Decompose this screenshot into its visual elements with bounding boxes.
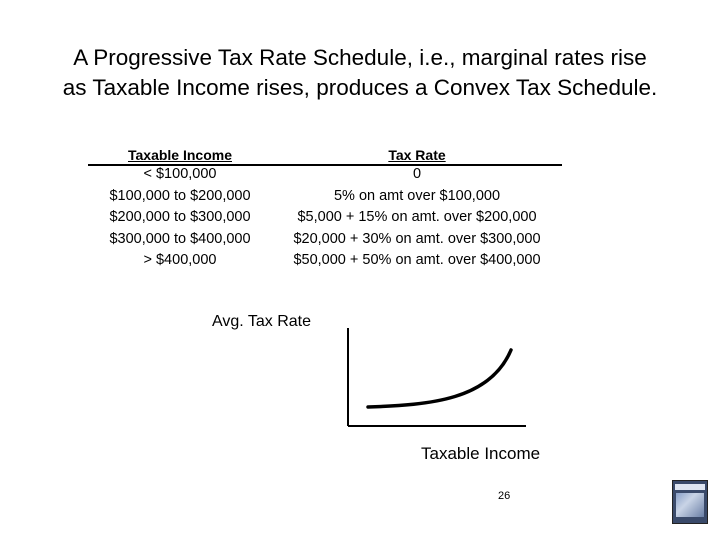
- x-axis-label: Taxable Income: [421, 444, 541, 463]
- income-cell: < $100,000: [143, 166, 217, 182]
- book-cover-icon: [672, 480, 708, 524]
- income-cell: > $400,000: [143, 252, 217, 268]
- page-number: 26: [498, 490, 511, 502]
- y-axis-label: Avg. Tax Rate: [212, 313, 312, 330]
- logo-band: [675, 484, 705, 490]
- table-header: [88, 147, 564, 164]
- avg-tax-rate-graph: [340, 320, 530, 432]
- income-cell: $300,000 to $400,000: [109, 230, 251, 247]
- logo-image: [676, 493, 704, 517]
- header-taxable-income: Taxable Income: [127, 147, 232, 163]
- title-line-1: A Progressive Tax Rate Schedule, i.e., marginal rates rise: [73, 45, 647, 70]
- tax-schedule-table: [88, 147, 564, 268]
- table-row: [88, 252, 564, 274]
- title-line-2: as Taxable Income rises, produces a Convex Tax Schedule.: [62, 75, 658, 100]
- table-row: [88, 188, 564, 210]
- header-tax-rate: Tax Rate: [388, 147, 446, 163]
- table-row: [88, 209, 564, 231]
- table-row: [88, 166, 564, 188]
- rate-cell: 0: [412, 166, 422, 182]
- rate-cell: $50,000 + 50% on amt. over $400,000: [293, 252, 541, 268]
- table-body: [88, 166, 564, 274]
- income-cell: $200,000 to $300,000: [109, 209, 251, 225]
- rate-cell: $5,000 + 15% on amt. over $200,000: [297, 209, 537, 225]
- income-cell: $100,000 to $200,000: [109, 187, 251, 204]
- table-row: [88, 231, 564, 253]
- convex-curve: [368, 350, 511, 407]
- rate-cell: 5% on amt over $100,000: [333, 187, 501, 204]
- slide-title: [0, 43, 720, 103]
- rate-cell: $20,000 + 30% on amt. over $300,000: [293, 230, 541, 247]
